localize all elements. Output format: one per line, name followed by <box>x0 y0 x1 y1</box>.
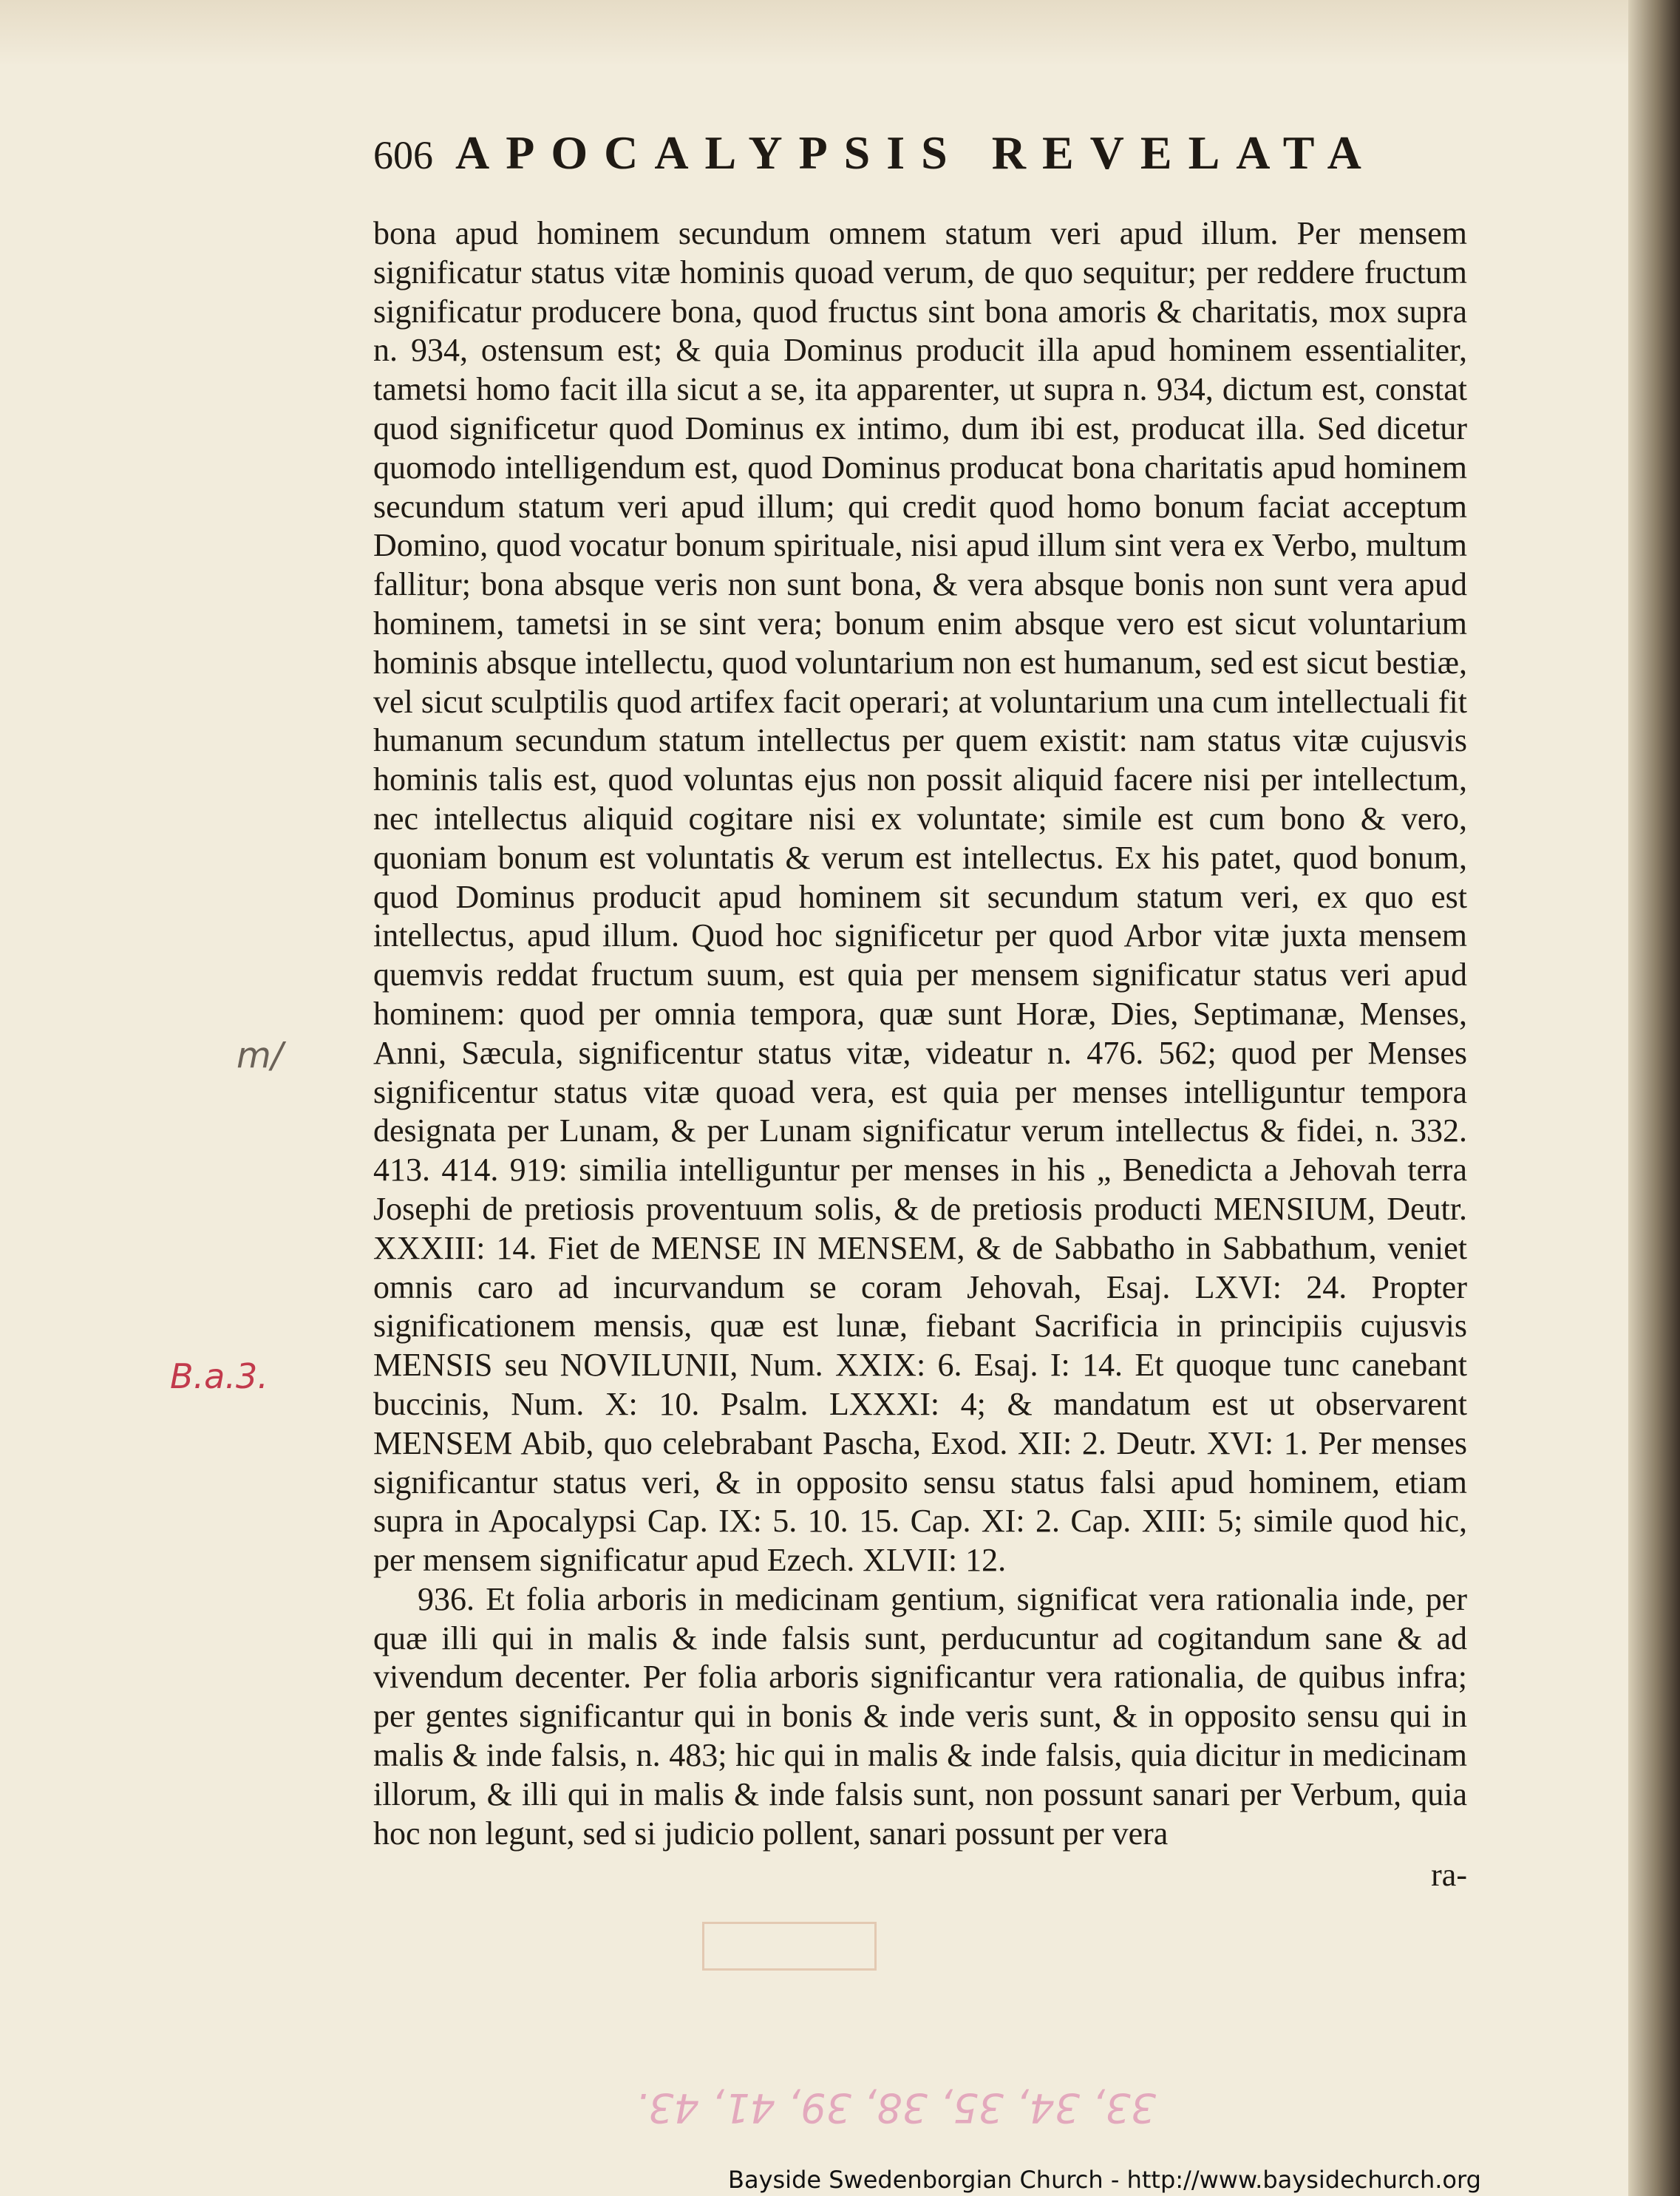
page-header <box>373 126 1467 214</box>
paragraph-continuation: bona apud hominem secundum omnem statum veri apud illum. Per mensem significatur status vitæ hominis quoad verum, de quo sequitur; per reddere fructum significatur producere bona, quod fructus sint bona amoris & charitatis, mox supra n. 934, ostensum est; & quia Dominus producit illa apud hominem essentialiter, tametsi homo facit illa sicut a se, ita apparenter, ut supra n. 934, dictum est, constat quod significetur quod Dominus ex intimo, dum ibi est, producat illa. Sed dicetur quomodo intelligendum est, quod Dominus producat bona charitatis apud hominem secundum statum veri apud illum; qui credit quod homo bonum faciat acceptum Domino, quod vocatur bonum spirituale, nisi apud illum sint vera ex Verbo, multum fallitur; bona absque veris non sunt bona, & vera absque bonis non sunt vera apud hominem, tametsi in se sint vera; bonum enim absque vero est sicut voluntarium hominis absque intellectu, quod voluntarium non est humanum, sed est sicut bestiæ, vel sicut sculptilis quod artifex facit operari; at voluntarium una cum intellectuali fit humanum secundum statum intellectus per quem existit: nam status vitæ cujusvis hominis talis est, quod voluntas ejus non possit aliquid facere nisi per intellectum, nec intellectus aliquid cogitare nisi ex voluntate; simile est cum bono & vero, quoniam bonum est voluntatis & verum est intellectus. Ex his patet, quod bonum, quod Dominus producit apud hominem sit secundum statum veri, ex quo est intellectus, apud illum. Quod hoc significetur per quod Arbor vitæ juxta mensem quemvis reddat fructum suum, est quia per mensem significatur status veri apud hominem: quod per omnia tempora, quæ sunt Horæ, Dies, Septimanæ, Menses, Anni, Sæcula, significentur status vitæ, videatur n. 476. 562; quod per Menses significentur status vitæ quoad vera, est quia per menses intelliguntur tempora designata per Lunam, & per Lunam significatur verum intellectus & fidei, n. 332. 413. 414. 919: similia intelliguntur per menses in his „ Benedicta a Jehovah terra Josephi de pretiosis proventuum solis, & de pretiosis producti MENSIUM, Deutr. XXXIII: 14. Fiet de MENSE IN MENSEM, & de Sabbatho in Sabbathum, veniet omnis caro ad incurvandum se coram Jehovah, Esaj. LXVI: 24. Propter significationem mensis, quæ est lunæ, fiebant Sacrificia in principiis cujusvis MENSIS seu NOVILUNII, Num. XXIX: 6. Esaj. I: 14. Et quoque tunc canebant buccinis, Num. X: 10. Psalm. LXXXI: 4; & mandatum est ut observarent MENSEM Abib, quo celebrabant Pascha, Exod. XII: 2. Deutr. XVI: 1. Per menses significantur status veri, & in opposito sensu status falsi apud hominem, etiam supra in Apocalypsi Cap. IX: 5. 10. 15. Cap. XI: 2. Cap. XIII: 5; simile quod hic, per mensem significatur apud Ezech. XLVII: 12. <box>373 215 1467 1579</box>
page-top-edge <box>0 0 1628 67</box>
page-number: 606 <box>373 133 433 177</box>
book-spine-shadow <box>1628 0 1680 2196</box>
margin-annotation-gray: m/ <box>237 1035 283 1076</box>
running-title: APOCALYPSIS REVELATA <box>455 126 1378 179</box>
footer-credit: Bayside Swedenborgian Church - http://www.baysidechurch.org <box>728 2166 1481 2194</box>
bottom-annotation-inverted: 33, 34, 35, 38, 39, 41, 43. <box>636 2084 1157 2131</box>
body-text <box>373 214 1467 1853</box>
book-page <box>373 126 1467 1894</box>
faded-stamp <box>702 1922 877 1971</box>
margin-annotation-red: B.a.3. <box>170 1356 268 1396</box>
paragraph-936: 936. Et folia arboris in medicinam gentium, significat vera rationalia inde, per quæ illi qui in malis & inde falsis sunt, perducuntur ad cogitandum sane & ad vivendum decenter. Per folia arboris significantur vera rationalia, de quibus infra; per gentes significantur qui in bonis & inde veris sunt, & in opposito sensu qui in malis & inde falsis, n. 483; hic qui in malis & inde falsis, quia dicitur in medicinam illorum, & illi qui in malis & inde falsis sunt, non possunt sanari per Verbum, quia hoc non legunt, sed si judicio pollent, sanari possunt per vera <box>373 1580 1467 1852</box>
catchword: ra- <box>1431 1857 1467 1894</box>
